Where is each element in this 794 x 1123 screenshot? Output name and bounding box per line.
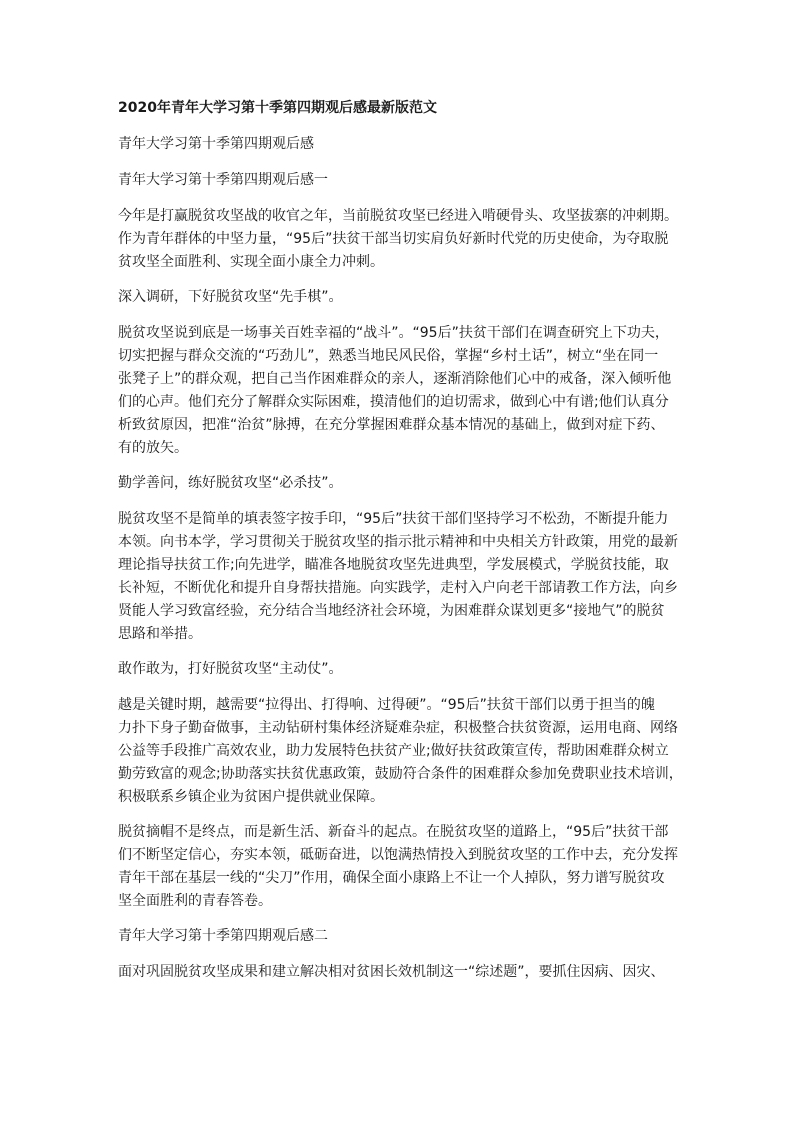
paragraph-line: 力扑下身子勤奋做事，主动钻研村集体经济疑难杂症，积极整合扶贫资源，运用电商、网络: [118, 720, 678, 736]
paragraph-line: 面对巩固脱贫攻坚成果和建立解决相对贫困长效机制这一“综述题”，要抓住因病、因灾、: [118, 964, 665, 980]
paragraph-line: 理论指导扶贫工作;向先进学，瞄准各地脱贫攻坚先进典型，学发展模式，学脱贫技能，取: [118, 557, 669, 573]
paragraph-line: 长补短，不断优化和提升自身帮扶措施。向实践学，走村入户向老干部请教工作方法，向乡: [118, 580, 678, 596]
paragraph-line: 积极联系乡镇企业为贫困户提供就业保障。: [118, 789, 384, 805]
paragraph-line: 脱贫摘帽不是终点，而是新生活、新奋斗的起点。在脱贫攻坚的道路上，“95后”扶贫干部: [118, 824, 669, 840]
paragraph-3: [118, 508, 678, 646]
paragraph-line: 本领。向书本学，学习贯彻关于脱贫攻坚的指示批示精神和中央相关方针政策，用党的最新: [118, 534, 678, 550]
paragraph-4: [118, 694, 683, 809]
paragraph-line: 思路和举措。: [118, 626, 202, 642]
paragraph-line: 公益等手段推广高效农业，助力发展特色扶贫产业;做好扶贫政策宣传，帮助困难群众树立: [118, 743, 669, 759]
paragraph-line: 今年是打赢脱贫攻坚战的收官之年，当前脱贫攻坚已经进入啃硬骨头、攻坚拔寨的冲刺期。: [118, 208, 678, 224]
subheading-research: 深入调研，下好脱贫攻坚“先手棋”。: [118, 289, 343, 305]
subheading-study: 勤学善问，练好脱贫攻坚“必杀技”。: [118, 475, 343, 491]
paragraph-line: 析致贫原因，把准“治贫”脉搏，在充分掌握困难群众基本情况的基础上，做到对症下药、: [118, 417, 665, 433]
paragraph-line: 有的放矢。: [118, 440, 188, 456]
document-subtitle: 青年大学习第十季第四期观后感: [118, 136, 314, 152]
document-body: [118, 97, 683, 996]
paragraph-line: 作为青年群体的中坚力量，“95后”扶贫干部当切实肩负好新时代党的历史使命，为夺取脱: [118, 231, 669, 247]
paragraph-6: [118, 961, 678, 984]
paragraph-1: [118, 205, 678, 274]
paragraph-line: 们不断坚定信心，夯实本领，砥砺奋进，以饱满热情投入到脱贫攻坚的工作中去，充分发挥: [118, 847, 678, 863]
paragraph-line: 坚全面胜利的青春答卷。: [118, 893, 272, 909]
paragraph-5: [118, 821, 678, 913]
paragraph-line: 脱贫攻坚说到底是一场事关百姓幸福的“战斗”。“95后”扶贫干部们在调查研究上下功夫，: [118, 325, 669, 341]
paragraph-line: 切实把握与群众交流的“巧劲儿”，熟悉当地民风民俗，掌握“乡村土话”，树立“坐在同一: [118, 348, 659, 364]
section-heading-2: 青年大学习第十季第四期观后感二: [118, 928, 328, 944]
paragraph-2: [118, 322, 678, 460]
paragraph-line: 张凳子上”的群众观，把自己当作困难群众的亲人，逐渐消除他们心中的戒备，深入倾听他: [118, 371, 672, 387]
section-heading-1: 青年大学习第十季第四期观后感一: [118, 172, 328, 188]
paragraph-line: 勤劳致富的观念;协助落实扶贫优惠政策，鼓励符合条件的困难群众参加免费职业技术培训，: [118, 766, 683, 782]
paragraph-line: 贤能人学习致富经验，充分结合当地经济社会环境，为困难群众谋划更多“接地气”的脱贫: [118, 603, 665, 619]
paragraph-line: 脱贫攻坚不是简单的填表签字按手印，“95后”扶贫干部们坚持学习不松劲，不断提升能力: [118, 511, 669, 527]
paragraph-line: 青年干部在基层一线的“尖刀”作用，确保全面小康路上不让一个人掉队，努力谱写脱贫攻: [118, 870, 665, 886]
paragraph-line: 们的心声。他们充分了解群众实际困难，摸清他们的迫切需求，做到心中有谱;他们认真分: [118, 394, 669, 410]
paragraph-line: 越是关键时期，越需要“拉得出、打得响、过得硬”。“95后”扶贫干部们以勇于担当的魄: [118, 697, 655, 713]
document-title: 2020年青年大学习第十季第四期观后感最新版范文: [118, 100, 437, 116]
paragraph-line: 贫攻坚全面胜利、实现全面小康全力冲刺。: [118, 254, 384, 270]
subheading-action: 敢作敢为，打好脱贫攻坚“主动仗”。: [118, 661, 343, 677]
